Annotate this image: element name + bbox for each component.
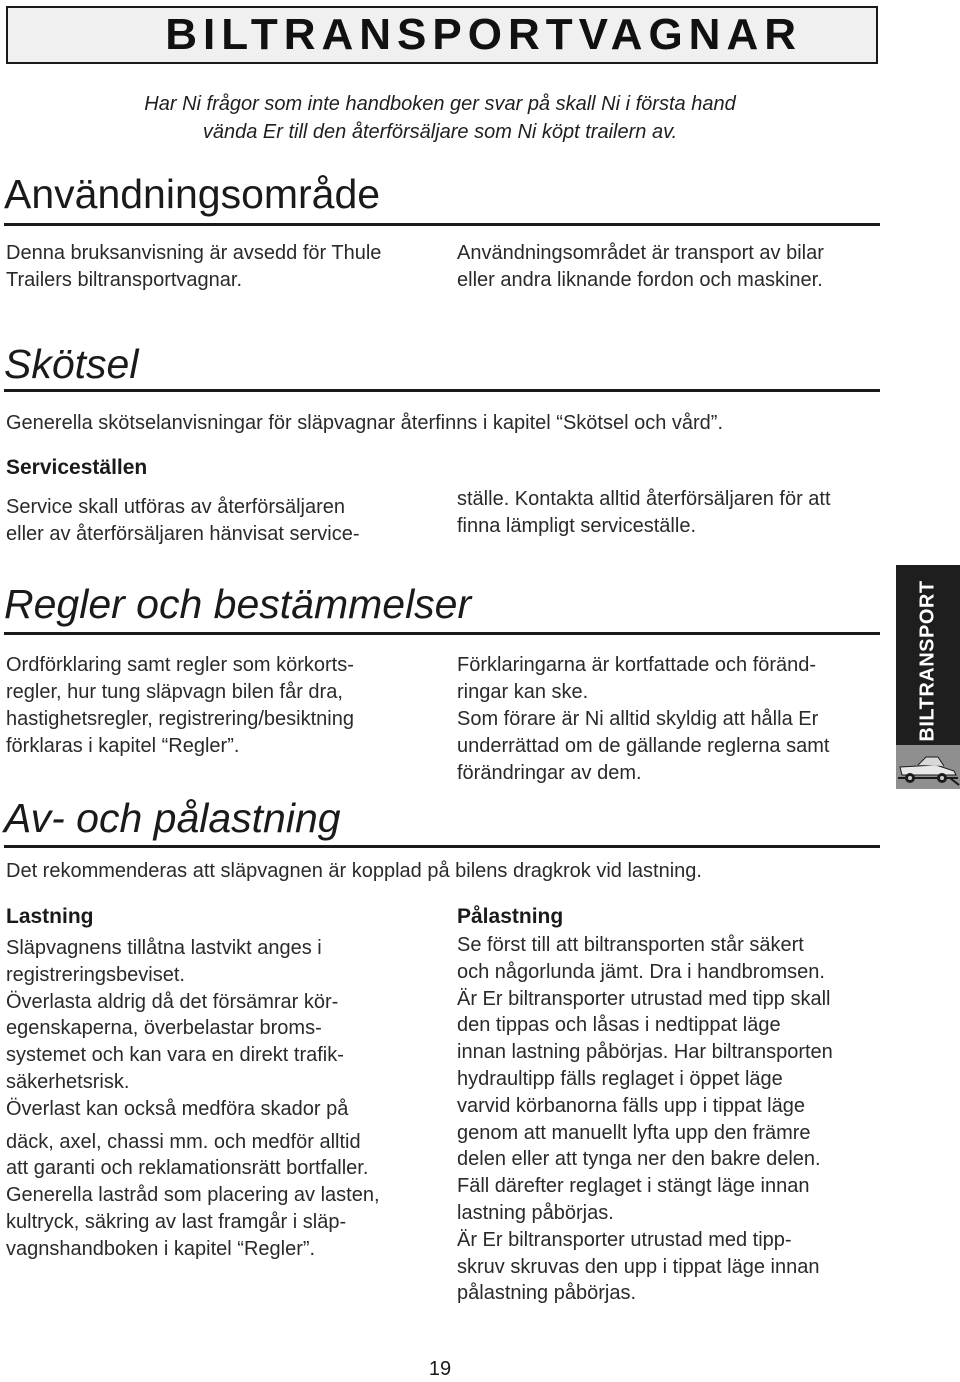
intro-line: Har Ni frågor som inte handboken ger svar på skall Ni i första hand <box>144 93 736 115</box>
text-line: ställe. Kontakta alltid återförsäljaren för att <box>457 488 831 510</box>
care-heading: Skötsel <box>4 341 139 387</box>
trailer-icon <box>896 745 960 789</box>
rules-right-text <box>457 652 887 787</box>
text-line: hastighetsregler, registrering/besiktning <box>6 708 354 730</box>
text-line: Fäll därefter reglaget i stängt läge innan <box>457 1175 810 1198</box>
loading-text: Det rekommenderas att släpvagnen är kopplad på bilens dragkrok vid lastning. <box>6 860 702 882</box>
text-line: Förklaringarna är kortfattade och föränd- <box>457 654 817 676</box>
text-line: Denna bruksanvisning är avsedd för Thule <box>6 242 382 264</box>
palastning-heading: Pålastning <box>457 905 564 928</box>
text-line: skruv skruvas den upp i tippat läge innan <box>457 1255 820 1278</box>
text-line: Släpvagnens tillåtna lastvikt anges i <box>6 937 322 959</box>
text-line: pålastning påbörjas. <box>457 1282 637 1305</box>
text-line: den tippas och låsas i nedtippat läge <box>457 1014 781 1037</box>
text-line: Användningsområdet är transport av bilar <box>457 242 824 264</box>
text-line: finna lämpligt serviceställe. <box>457 515 696 537</box>
page-title-box <box>6 6 878 64</box>
page-number: 19 <box>428 1358 452 1380</box>
text-line: Överlasta aldrig då det försämrar kör- <box>6 990 339 1013</box>
intro-line: vända Er till den återförsäljare som Ni köpt trailern av. <box>202 121 678 143</box>
text-line: Trailers biltransportvagnar. <box>6 269 243 291</box>
text-line: att garanti och reklamationsrätt bortfaller. <box>6 1157 369 1180</box>
chapter-side-tab <box>896 565 960 789</box>
section-divider <box>4 632 880 635</box>
text-line: förklaras i kapitel “Regler”. <box>6 735 240 757</box>
text-line: Är Er biltransporter utrustad med tipp- <box>457 1228 792 1251</box>
intro-text <box>0 90 880 146</box>
section-divider <box>4 845 880 848</box>
text-line: Service skall utföras av återförsäljaren <box>6 496 346 518</box>
loading-heading: Av- och pålastning <box>4 795 341 841</box>
text-line: kultryck, säkring av last framgår i släp- <box>6 1210 347 1233</box>
text-line: egenskaperna, överbelastar broms- <box>6 1017 322 1040</box>
text-line: eller av återförsäljaren hänvisat service- <box>6 523 360 545</box>
text-line: Generella lastråd som placering av lasten, <box>6 1184 380 1207</box>
rules-heading: Regler och bestämmelser <box>4 581 472 627</box>
side-tab-label: BILTRANSPORT <box>916 580 939 742</box>
text-line: regler, hur tung släpvagn bilen får dra, <box>6 681 343 703</box>
usage-right-text <box>457 240 887 294</box>
text-line: underrättad om de gällande reglerna samt <box>457 735 830 757</box>
text-line: hydraultipp fälls reglaget i öppet läge <box>457 1067 783 1090</box>
service-heading: Serviceställen <box>6 456 148 479</box>
text-line: ringar kan ske. <box>457 681 589 703</box>
text-line: varvid körbanorna fälls upp i tippat läge <box>457 1094 805 1117</box>
text-line: förändringar av dem. <box>457 762 642 784</box>
section-divider <box>4 223 880 226</box>
text-line: säkerhetsrisk. <box>6 1070 130 1093</box>
service-left-text <box>6 494 446 548</box>
lastning-text <box>6 935 446 1263</box>
text-line: lastning påbörjas. <box>457 1201 614 1224</box>
text-line: delen eller att tynga ner den bakre delen. <box>457 1148 821 1171</box>
text-line: vagnshandboken i kapitel “Regler”. <box>6 1237 316 1260</box>
lastning-heading: Lastning <box>6 905 94 928</box>
page-title: BILTRANSPORTVAGNAR <box>165 10 802 59</box>
text-line: genom att manuellt lyfta upp den främre <box>457 1121 811 1144</box>
text-line: Se först till att biltransporten står säkert <box>457 934 804 956</box>
text-line: Som förare är Ni alltid skyldig att hålla Er <box>457 708 819 730</box>
text-line: däck, axel, chassi mm. och medför alltid <box>6 1130 361 1153</box>
text-line: registreringsbeviset. <box>6 963 185 986</box>
palastning-text <box>457 932 897 1307</box>
rules-left-text <box>6 652 446 760</box>
usage-left-text <box>6 240 446 294</box>
text-line: och någorlunda jämt. Dra i handbromsen. <box>457 960 825 983</box>
usage-heading: Användningsområde <box>4 171 381 217</box>
text-line: Är Er biltransporter utrustad med tipp skall <box>457 987 831 1010</box>
text-line: eller andra liknande fordon och maskiner. <box>457 269 823 291</box>
section-divider <box>4 389 880 392</box>
care-text: Generella skötselanvisningar för släpvagnar återfinns i kapitel “Skötsel och vård”. <box>6 412 724 434</box>
service-right-text <box>457 486 887 540</box>
text-line: Ordförklaring samt regler som körkorts- <box>6 654 354 676</box>
text-line: innan lastning påbörjas. Har biltransporten <box>457 1041 833 1064</box>
text-line: systemet och kan vara en direkt trafik- <box>6 1044 344 1067</box>
text-line: Överlast kan också medföra skador på <box>6 1097 349 1120</box>
